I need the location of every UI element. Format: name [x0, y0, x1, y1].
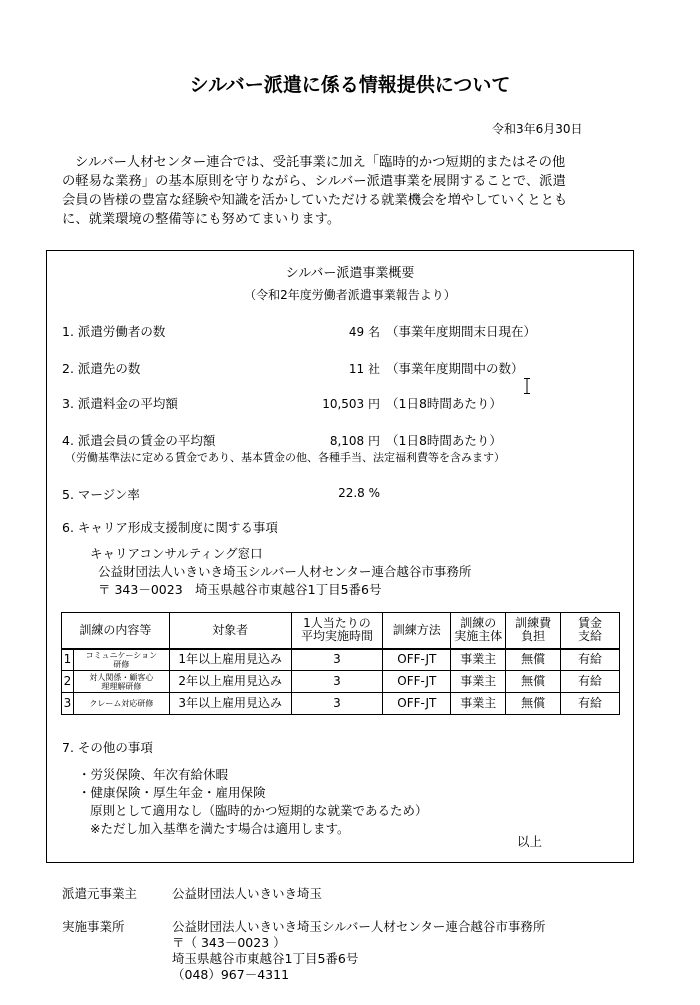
- header-hours-line: 平均実施時間: [300, 629, 373, 644]
- row-hours: 3: [291, 649, 383, 671]
- other-line: 原則として適用なし（臨時的かつ短期的な就業であるため）: [90, 803, 428, 818]
- intro-line: に、就業環境の整備等にも努めてまいります。: [62, 212, 341, 227]
- header-cost-line: 訓練費: [515, 616, 552, 631]
- row-content-line: コミュニケーション: [85, 650, 158, 660]
- row-content-line: 研修: [113, 659, 130, 669]
- row-wage: 有給: [561, 693, 620, 715]
- header-cost: [506, 613, 561, 649]
- summary-item-label: 3. 派遣料金の平均額: [62, 396, 178, 411]
- row-number: 1: [62, 649, 74, 671]
- other-line: ・健康保険・厚生年金・雇用保険: [78, 785, 266, 800]
- dispatch-label: 派遣元事業主: [62, 886, 138, 901]
- header-content: 訓練の内容等: [62, 613, 170, 649]
- row-content: [73, 671, 169, 693]
- row-cost: 無償: [506, 693, 561, 715]
- row-body: 事業主: [451, 671, 506, 693]
- header-target: 対象者: [169, 613, 291, 649]
- table-row: [62, 671, 620, 693]
- page-title: シルバー派遣に係る情報提供について: [189, 74, 511, 96]
- row-target: 1年以上雇用見込み: [169, 649, 291, 671]
- summary-item-value: 22.8 %: [338, 486, 380, 500]
- office-line: 公益財団法人いきいき埼玉シルバー人材センター連合越谷市事務所: [172, 919, 546, 934]
- summary-item-value: 49 名: [348, 325, 380, 339]
- row-number: 2: [62, 671, 74, 693]
- row-number: 3: [62, 693, 74, 715]
- wage-note: （労働基準法に定める賃金であり、基本賃金の他、各種手当、法定福利費等を含みます）: [65, 451, 505, 464]
- summary-item-value: 8,108 円: [329, 434, 380, 448]
- career-org: 公益財団法人いきいき埼玉シルバー人材センター連合越谷市事務所: [98, 564, 472, 579]
- summary-subtitle: （令和2年度労働者派遣事業報告より）: [244, 288, 456, 302]
- table-row: [62, 649, 620, 671]
- row-content: [73, 649, 169, 671]
- summary-item-value: 11 社: [348, 362, 380, 376]
- row-content-line: 対人関係・顧客心: [89, 672, 154, 682]
- header-method: 訓練方法: [383, 613, 451, 649]
- other-line: ・労災保険、年次有給休暇: [78, 767, 229, 782]
- header-cost-line: 負担: [521, 629, 546, 644]
- summary-item-note: （1日8時間あたり）: [386, 396, 502, 411]
- summary-item-note: （事業年度期間中の数）: [386, 361, 524, 376]
- summary-item-label: 5. マージン率: [62, 487, 140, 502]
- row-method: OFF-JT: [383, 693, 451, 715]
- table-row: [62, 693, 620, 715]
- other-heading: 7. その他の事項: [62, 740, 153, 755]
- career-window: キャリアコンサルティング窓口: [90, 546, 263, 561]
- row-hours: 3: [291, 671, 383, 693]
- row-method: OFF-JT: [383, 649, 451, 671]
- intro-paragraph: [62, 153, 647, 229]
- other-line: ※ただし加入基準を満たす場合は適用します。: [90, 821, 350, 836]
- office-label: 実施事業所: [62, 919, 125, 934]
- row-body: 事業主: [451, 693, 506, 715]
- office-line: （048）967－4311: [172, 967, 290, 982]
- row-cost: 無償: [506, 671, 561, 693]
- row-content: [73, 693, 169, 715]
- row-content-line: クレーム対応研修: [89, 699, 154, 708]
- intro-line: 会員の皆様の豊富な経験や知識を活かしていただける就業機会を増やしていくととも: [62, 193, 568, 208]
- career-heading: 6. キャリア形成支援制度に関する事項: [62, 520, 278, 535]
- row-cost: 無償: [506, 649, 561, 671]
- header-wage: [561, 613, 620, 649]
- row-method: OFF-JT: [383, 671, 451, 693]
- end-mark: 以上: [517, 834, 543, 849]
- row-hours: 3: [291, 693, 383, 715]
- summary-item-note: （1日8時間あたり）: [386, 433, 502, 448]
- header-body-line: 訓練の: [460, 616, 497, 631]
- summary-item-value: 10,503 円: [322, 397, 380, 411]
- header-body: [451, 613, 506, 649]
- summary-item-label: 2. 派遣先の数: [62, 361, 141, 376]
- summary-item-label: 1. 派遣労働者の数: [62, 324, 166, 339]
- header-wage-line: 支給: [578, 629, 603, 644]
- dispatch-value: 公益財団法人いきいき埼玉: [172, 886, 323, 901]
- intro-line: シルバー人材センター連合では、受託事業に加え「臨時的かつ短期的またはその他: [75, 155, 566, 170]
- header-hours: [291, 613, 383, 649]
- office-line: 埼玉県越谷市東越谷1丁目5番6号: [172, 951, 359, 966]
- text-cursor-icon: [524, 378, 530, 394]
- training-table: [61, 612, 620, 715]
- office-line: 〒（ 343－0023 ）: [172, 935, 286, 950]
- document-date: 令和3年6月30日: [492, 122, 583, 136]
- header-wage-line: 賃金: [578, 616, 603, 631]
- summary-item-note: （事業年度期間末日現在）: [386, 324, 537, 339]
- header-body-line: 実施主体: [454, 629, 503, 644]
- table-header-row: [62, 613, 620, 649]
- row-target: 2年以上雇用見込み: [169, 671, 291, 693]
- summary-title: シルバー派遣事業概要: [285, 266, 415, 281]
- row-target: 3年以上雇用見込み: [169, 693, 291, 715]
- row-body: 事業主: [451, 649, 506, 671]
- row-wage: 有給: [561, 671, 620, 693]
- career-address: 〒 343－0023 埼玉県越谷市東越谷1丁目5番6号: [98, 582, 382, 597]
- summary-item-label: 4. 派遣会員の賃金の平均額: [62, 433, 216, 448]
- intro-line: の軽易な業務」の基本原則を守りながら、シルバー派遣事業を展開することで、派遣: [62, 174, 566, 189]
- row-content-line: 理理解研修: [101, 681, 142, 691]
- row-wage: 有給: [561, 649, 620, 671]
- header-hours-line: 1人当たりの: [303, 616, 371, 631]
